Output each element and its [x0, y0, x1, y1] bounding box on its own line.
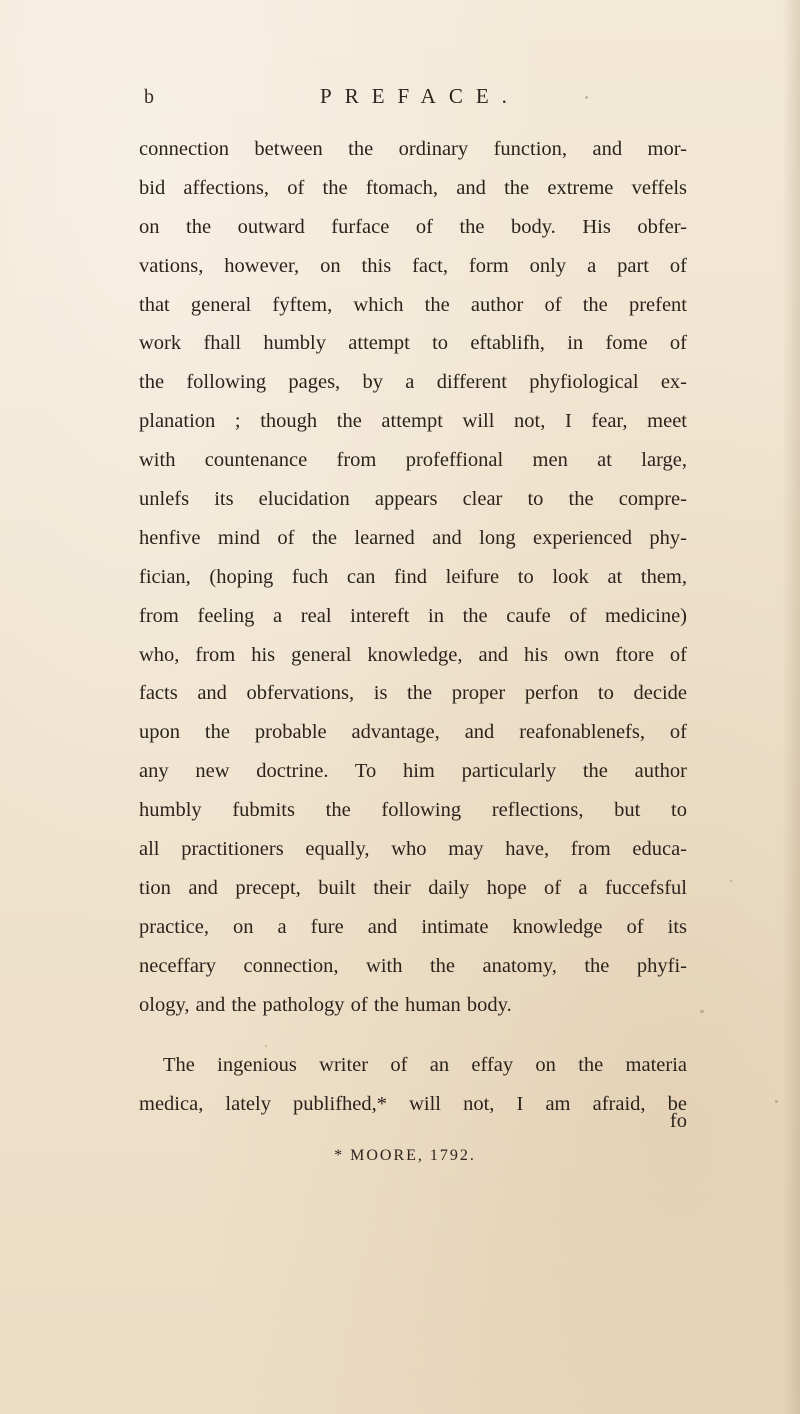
text-line: fician, (hoping fuch can find leifure to look at them, [139, 565, 687, 588]
paper-speck [730, 880, 732, 882]
text-line: The ingenious writer of an effay on the materia [163, 1054, 687, 1077]
text-line: on the outward furface of the body. His obfer- [139, 215, 687, 238]
paper-speck [775, 1100, 778, 1103]
text-line: neceffary connection, with the anatomy, the phyfi- [139, 954, 687, 977]
text-line: all practitioners equally, who may have, from educa- [139, 838, 687, 861]
text-line: upon the probable advantage, and reafonablenefs, of [139, 721, 687, 744]
paragraph-gap [139, 1024, 687, 1046]
page-header [0, 84, 800, 114]
text-line: that general fyftem, which the author of the prefent [139, 293, 687, 316]
text-line: work fhall humbly attempt to eftablifh, in fome of [139, 332, 687, 355]
footnote: * MOORE, 1792. [334, 1147, 476, 1164]
text-line: ology, and the pathology of the human body. [139, 993, 512, 1016]
catchword: fo [669, 1110, 687, 1132]
paper-speck [700, 1010, 704, 1013]
paragraph-1 [139, 130, 687, 1024]
text-line: vations, however, on this fact, form only a part of [139, 254, 687, 277]
text-line: practice, on a fure and intimate knowledge of its [139, 915, 687, 938]
text-line: with countenance from profeffional men at large, [139, 449, 687, 472]
text-line: facts and obfervations, is the proper perfon to decide [139, 682, 687, 705]
running-head: PREFACE. [320, 84, 520, 108]
text-line: any new doctrine. To him particularly the author [139, 760, 687, 783]
paper-speck [585, 96, 588, 99]
catchword-row [139, 1110, 687, 1140]
text-line: from feeling a real intereft in the caufe of medicine) [139, 604, 687, 627]
text-line: connection between the ordinary function, and mor- [139, 138, 687, 160]
text-line: humbly fubmits the following reflections, but to [139, 799, 687, 822]
paper-speck [265, 1045, 267, 1047]
text-line: bid affections, of the ftomach, and the extreme veffels [139, 176, 687, 199]
text-line: medica, lately publifhed,* will not, I am afraid, be [139, 1093, 687, 1116]
text-line: who, from his general knowledge, and his own ftore of [139, 643, 687, 666]
text-line: unlefs its elucidation appears clear to the compre- [139, 488, 687, 511]
signature-mark: b [144, 86, 154, 108]
body-text [139, 130, 687, 1124]
text-line: planation ; though the attempt will not, I fear, meet [139, 410, 687, 433]
text-line: tion and precept, built their daily hope of a fuccefsful [139, 876, 687, 899]
text-line: the following pages, by a different phyfiological ex- [139, 371, 687, 394]
text-line: henfive mind of the learned and long experienced phy- [139, 526, 687, 549]
